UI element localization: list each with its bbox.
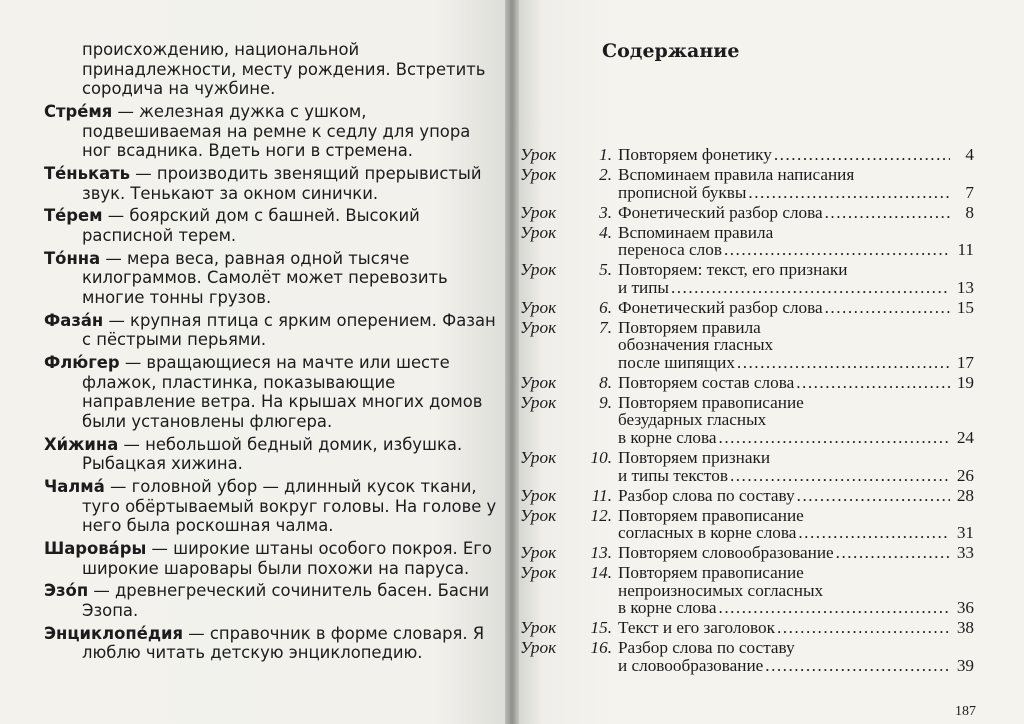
toc-lesson-label: Урок <box>520 317 557 337</box>
toc-item <box>520 146 976 164</box>
toc-item-title: безударных гласных <box>618 410 767 430</box>
toc-lesson-number: 2. <box>599 164 612 184</box>
toc-lesson-number: 3. <box>599 202 612 222</box>
toc-page-number: 38 <box>956 618 974 638</box>
toc-item-title: Повторяем правописание <box>618 563 804 583</box>
toc-item-title: Повторяем правописание <box>618 392 804 412</box>
toc-item-title: Разбор слова по составу <box>618 485 795 505</box>
toc-item-title: и словообразование <box>618 655 764 675</box>
toc-page-number: 26 <box>956 465 974 485</box>
entry-example: На крышах многих домов были установлены флюгера. <box>82 392 483 431</box>
entry-example: Фазан с пёстрыми перьями. <box>82 310 496 350</box>
toc-lesson-label: Урок <box>520 260 557 280</box>
toc-lesson-label: Урок <box>520 543 557 563</box>
entry-text: происхождению, национальной принадлежности, месту рождения. Встретить сородича на чужбине. <box>82 40 486 99</box>
toc-leader-dots <box>737 354 950 372</box>
glossary-entry <box>44 477 500 536</box>
toc-item <box>520 374 976 392</box>
toc-lesson-label: Урок <box>520 485 557 505</box>
toc-lesson-number: 8. <box>599 372 612 392</box>
toc-leader-dots <box>774 146 950 164</box>
entry-headword: Стре́мя <box>44 101 113 121</box>
toc-item-title: Повторяем состав слова <box>618 372 795 392</box>
table-of-contents <box>520 146 976 677</box>
toc-leader-dots <box>719 599 950 617</box>
entry-example: На голове у него была роскошная чалма. <box>82 496 497 536</box>
page-number: 187 <box>955 704 976 719</box>
entry-definition: — справочник в форме словаря. <box>183 623 468 643</box>
toc-lesson-number: 14. <box>590 563 612 583</box>
toc-item <box>520 639 976 674</box>
entry-example: Басни Эзопа. <box>82 581 490 620</box>
glossary-entry <box>44 539 500 578</box>
toc-item-title: непроизносимых согласных <box>618 580 824 600</box>
toc-item-title: прописной буквы <box>618 182 747 202</box>
toc-item-title: переноса слов <box>618 240 722 260</box>
entry-headword: Те́нькать <box>44 163 131 183</box>
glossary-entry <box>44 311 500 350</box>
toc-leader-dots <box>748 184 950 202</box>
glossary-entry <box>44 249 500 308</box>
toc-item-title: после шипящих <box>618 352 735 372</box>
entry-example: Высокий расписной терем. <box>82 206 420 245</box>
glossary-entry <box>44 435 500 474</box>
toc-leader-dots <box>797 487 950 505</box>
entry-headword: Флю́гер <box>44 353 120 373</box>
toc-leader-dots <box>836 544 950 562</box>
toc-item <box>520 449 976 484</box>
toc-page-number: 33 <box>956 543 974 563</box>
toc-lesson-label: Урок <box>520 448 557 468</box>
toc-lesson-label: Урок <box>520 392 557 412</box>
entry-example: Вдеть ноги в стремена. <box>203 141 413 161</box>
entry-headword: Энциклопе́дия <box>44 623 184 643</box>
toc-item-title: в корне слова <box>618 428 717 448</box>
entry-headword: Хи́жина <box>44 434 119 454</box>
entry-headword: Фаза́н <box>44 310 104 330</box>
entry-definition: — широкие штаны особого покроя. <box>146 538 458 558</box>
toc-lesson-number: 6. <box>599 297 612 317</box>
book-gutter <box>505 0 519 724</box>
toc-item <box>520 261 976 296</box>
toc-page-number: 19 <box>956 372 974 392</box>
toc-item <box>520 299 976 317</box>
toc-lesson-label: Урок <box>520 638 557 658</box>
entry-definition: — железная дужка с ушком, подвешиваемая на ремне к седлу для упора ног всадника. <box>82 101 471 161</box>
entry-definition: — мера веса, равная одной тысяче килограммов. <box>82 248 410 288</box>
toc-item-title: Повторяем: текст, его признаки <box>618 260 848 280</box>
toc-item-title: Разбор слова по составу <box>618 638 795 658</box>
entry-definition: — вращающиеся на мачте или шесте флажок, пластинка, показывающие направление ветра. <box>82 353 450 412</box>
toc-page-number: 31 <box>956 523 974 543</box>
entry-definition: — крупная птица с ярким оперением. <box>103 310 437 330</box>
entry-definition: — боярский дом с башней. <box>102 206 341 226</box>
toc-lesson-number: 11. <box>591 485 612 505</box>
toc-lesson-number: 5. <box>599 260 612 280</box>
toc-item-title: Повторяем признаки <box>618 448 771 468</box>
toc-page-number: 8 <box>965 202 974 222</box>
toc-lesson-label: Урок <box>520 563 557 583</box>
entry-example: Его широкие шаровары были похожи на паруса. <box>82 538 492 578</box>
entry-definition: — древнегреческий сочинитель басен. <box>88 581 433 601</box>
toc-item-title: Вспоминаем правила <box>618 222 774 242</box>
toc-item <box>520 394 976 447</box>
entry-headword: Шарова́ры <box>44 538 147 558</box>
toc-lesson-label: Урок <box>520 202 557 222</box>
toc-lesson-label: Урок <box>520 618 557 638</box>
toc-lesson-label: Урок <box>520 164 557 184</box>
toc-page-number: 11 <box>957 240 974 260</box>
toc-leader-dots <box>671 279 950 297</box>
toc-lesson-number: 12. <box>590 505 612 525</box>
entry-headword: То́нна <box>44 248 101 268</box>
toc-lesson-number: 13. <box>590 543 612 563</box>
toc-lesson-number: 4. <box>599 222 612 242</box>
glossary <box>44 40 500 666</box>
toc-leader-dots <box>825 204 950 222</box>
glossary-entry <box>44 102 500 161</box>
toc-page-number: 28 <box>956 485 974 505</box>
toc-title: Содержание <box>602 40 740 62</box>
glossary-entry <box>44 581 500 620</box>
toc-item <box>520 224 976 259</box>
toc-item-title: Фонетический разбор слова <box>618 297 823 317</box>
toc-item <box>520 166 976 201</box>
glossary-entry <box>44 206 500 245</box>
entry-definition: — производить звенящий прерывистый звук. <box>82 163 482 203</box>
toc-item-title: Повторяем правописание <box>618 505 804 525</box>
toc-lesson-label: Урок <box>520 145 557 164</box>
toc-page-number: 39 <box>956 655 974 675</box>
glossary-entry <box>44 353 500 431</box>
toc-item <box>520 619 976 637</box>
entry-example: Самолёт может перевозить многие тонны грузов. <box>82 268 448 307</box>
toc-item <box>520 564 976 617</box>
toc-leader-dots <box>765 657 950 675</box>
toc-item-title: и типы <box>618 277 669 297</box>
toc-lesson-label: Урок <box>520 505 557 525</box>
entry-example: Я люблю читать детскую энциклопедию. <box>82 623 485 663</box>
toc-page-number: 7 <box>965 182 974 202</box>
toc-item-title: и типы текстов <box>618 465 728 485</box>
toc-leader-dots <box>730 467 950 485</box>
toc-item-title: Повторяем правила <box>618 317 761 337</box>
toc-item <box>520 487 976 505</box>
toc-item <box>520 204 976 222</box>
toc-lesson-label: Урок <box>520 372 557 392</box>
entry-definition: — небольшой бедный домик, избушка. <box>118 434 463 454</box>
toc-lesson-label: Урок <box>520 222 557 242</box>
glossary-entry <box>44 624 500 663</box>
toc-item-title: в корне слова <box>618 598 717 618</box>
entry-definition: — головной убор — длинный кусок ткани, туго обёртываемый вокруг головы. <box>82 476 477 516</box>
toc-leader-dots <box>798 524 950 542</box>
toc-leader-dots <box>724 241 950 259</box>
toc-item-title: согласных в корне слова <box>618 523 797 543</box>
toc-item-title: Фонетический разбор слова <box>618 202 823 222</box>
toc-page-number: 13 <box>956 277 974 297</box>
toc-item-title: Текст и его заголовок <box>618 618 775 638</box>
toc-item-title: обозначения гласных <box>618 335 774 355</box>
entry-headword: Эзо́п <box>44 581 89 601</box>
toc-item-title: Повторяем фонетику <box>618 145 772 164</box>
toc-lesson-number: 1. <box>599 145 612 164</box>
glossary-entry <box>44 164 500 203</box>
toc-leader-dots <box>719 429 950 447</box>
toc-leader-dots <box>825 299 950 317</box>
toc-leader-dots <box>796 374 950 392</box>
entry-example: Рыбацкая хижина. <box>82 454 243 474</box>
toc-lesson-label: Урок <box>520 297 557 317</box>
entry-headword: Те́рем <box>44 206 103 226</box>
toc-lesson-number: 16. <box>590 638 612 658</box>
toc-page-number: 17 <box>956 352 974 372</box>
entry-example: Тенькают за окном синички. <box>125 183 379 203</box>
toc-lesson-number: 10. <box>590 448 612 468</box>
toc-lesson-number: 7. <box>599 317 612 337</box>
toc-lesson-number: 15. <box>590 618 612 638</box>
toc-page-number: 15 <box>956 297 974 317</box>
toc-lesson-number: 9. <box>599 392 612 412</box>
toc-item-title: Вспоминаем правила написания <box>618 164 855 184</box>
toc-page-number: 36 <box>956 598 974 618</box>
toc-page-number: 4 <box>965 145 974 164</box>
toc-page-number: 24 <box>956 428 974 448</box>
toc-item-title: Повторяем словообразование <box>618 543 834 563</box>
glossary-entry <box>44 40 500 99</box>
toc-item <box>520 544 976 562</box>
toc-item <box>520 507 976 542</box>
entry-headword: Чалма́ <box>44 476 105 496</box>
toc-leader-dots <box>777 619 950 637</box>
toc-item <box>520 319 976 372</box>
